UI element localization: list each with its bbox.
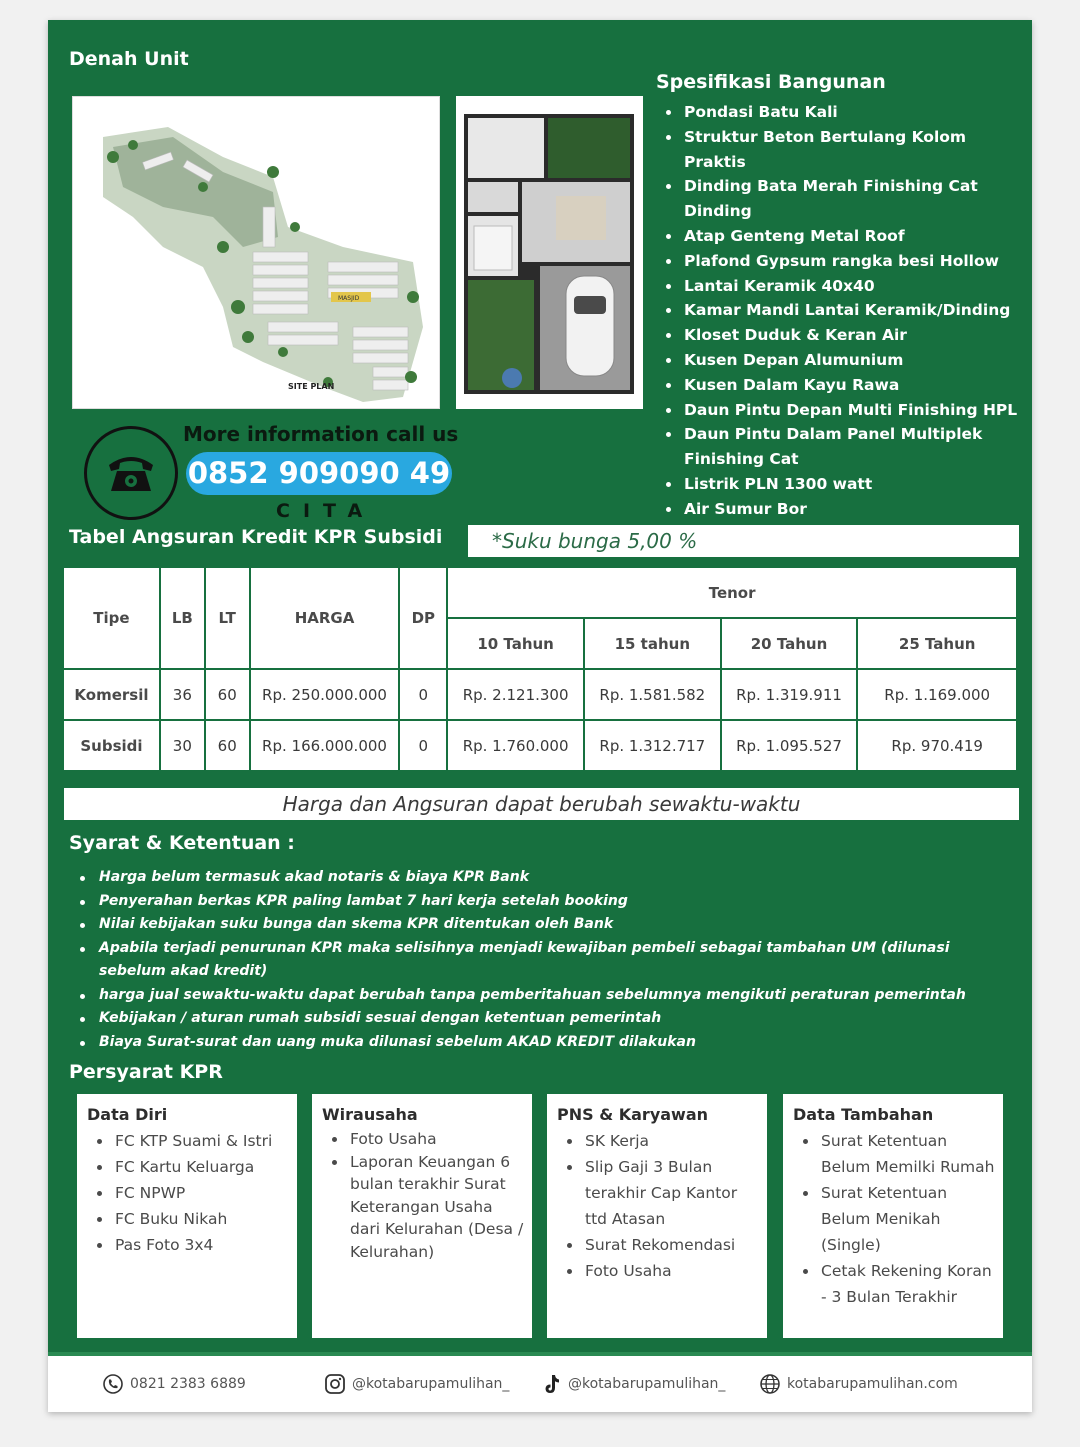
spesifikasi-title: Spesifikasi Bangunan: [656, 71, 886, 93]
syarat-item: Apabila terjadi penurunan KPR maka selisihnya menjadi kewajiban pembeli sebagai tambahan UM (dilunasi sebelum akad kredit): [78, 937, 1008, 984]
cell-t10: Rp. 2.121.300: [447, 669, 584, 720]
telephone-icon: [84, 426, 178, 520]
cell-t25: Rp. 1.169.000: [857, 669, 1017, 720]
footer-website[interactable]: [759, 1373, 958, 1395]
card-item: Foto Usaha: [557, 1258, 767, 1284]
spec-item: Kamar Mandi Lantai Keramik/Dinding: [666, 298, 1026, 323]
card-item: FC Buku Nikah: [87, 1206, 297, 1232]
footer-phone-text: 0821 2383 6889: [130, 1376, 246, 1392]
cell-tipe: Komersil: [63, 669, 160, 720]
brochure-page: [48, 20, 1032, 1412]
cell-dp: 0: [399, 669, 447, 720]
persyarat-title: Persyarat KPR: [69, 1061, 223, 1083]
footer-website-text: kotabarupamulihan.com: [787, 1376, 958, 1392]
card-item: FC NPWP: [87, 1180, 297, 1206]
footer-tiktok-text: @kotabarupamulihan_: [568, 1376, 726, 1392]
spec-item: Plafond Gypsum rangka besi Hollow: [666, 249, 1026, 274]
cell-lt: 60: [205, 669, 250, 720]
spec-item: Atap Genteng Metal Roof: [666, 224, 1026, 249]
denah-title: Denah Unit: [69, 48, 189, 70]
card-wirausaha: [312, 1094, 532, 1338]
site-plan-drawing: [73, 97, 440, 409]
syarat-title: Syarat & Ketentuan :: [69, 832, 295, 854]
instagram-icon: [324, 1373, 346, 1395]
floor-plan-drawing: [456, 96, 643, 409]
spec-item: Kusen Depan Alumunium: [666, 348, 1026, 373]
masjid-label: MASJID: [338, 295, 360, 302]
footer-phone[interactable]: [102, 1373, 246, 1395]
card-item: Cetak Rekening Koran - 3 Bulan Terakhir: [793, 1258, 1003, 1310]
table-header-row: [63, 567, 1017, 618]
cell-harga: Rp. 166.000.000: [250, 720, 400, 771]
cell-lb: 30: [160, 720, 205, 771]
spec-item: Daun Pintu Dalam Panel Multiplek Finishing Cat: [666, 422, 1026, 472]
cell-t20: Rp. 1.319.911: [721, 669, 858, 720]
card-title: Data Diri: [87, 1105, 168, 1124]
card-item: Surat Rekomendasi: [557, 1232, 767, 1258]
syarat-item: Nilai kebijakan suku bunga dan skema KPR ditentukan oleh Bank: [78, 913, 1008, 937]
cell-t10: Rp. 1.760.000: [447, 720, 584, 771]
syarat-item: harga jual sewaktu-waktu dapat berubah tanpa pemberitahuan sebelumnya mengikuti peraturan pemerintah: [78, 984, 1008, 1008]
card-item: SK Kerja: [557, 1128, 767, 1154]
site-plan-image: [72, 96, 440, 409]
card-data-tambahan: [783, 1094, 1003, 1338]
globe-icon: [759, 1373, 781, 1395]
cell-tipe: Subsidi: [63, 720, 160, 771]
card-item: FC KTP Suami & Istri: [87, 1128, 297, 1154]
more-info-text: More information call us: [183, 422, 459, 446]
card-pns-karyawan: [547, 1094, 767, 1338]
site-plan-label: SITE PLAN: [288, 382, 335, 391]
spec-item: Daun Pintu Depan Multi Finishing HPL: [666, 398, 1026, 423]
syarat-item: Kebijakan / aturan rumah subsidi sesuai dengan ketentuan pemerintah: [78, 1007, 1008, 1031]
header-lt: LT: [205, 567, 250, 669]
cell-lb: 36: [160, 669, 205, 720]
card-item: Slip Gaji 3 Bulan terakhir Cap Kantor ttd Atasan: [557, 1154, 767, 1232]
table-row: [63, 669, 1017, 720]
card-item: Foto Usaha: [322, 1128, 532, 1151]
tabel-title: Tabel Angsuran Kredit KPR Subsidi: [69, 526, 443, 548]
cell-dp: 0: [399, 720, 447, 771]
spec-item: Lantai Keramik 40x40: [666, 274, 1026, 299]
header-tenor-20: 20 Tahun: [721, 618, 858, 669]
card-list: [793, 1128, 1003, 1310]
header-tenor-25: 25 Tahun: [857, 618, 1017, 669]
header-tenor: Tenor: [447, 567, 1017, 618]
spec-item: Pondasi Batu Kali: [666, 100, 1026, 125]
card-item: FC Kartu Keluarga: [87, 1154, 297, 1180]
header-dp: DP: [399, 567, 447, 669]
card-data-diri: [77, 1094, 297, 1338]
footer-instagram[interactable]: [324, 1373, 509, 1395]
card-title: PNS & Karyawan: [557, 1105, 709, 1124]
card-item: Laporan Keuangan 6 bulan terakhir Surat Keterangan Usaha dari Kelurahan (Desa / Kelurahan): [322, 1151, 532, 1264]
card-item: Surat Ketentuan Belum Memilki Rumah: [793, 1128, 1003, 1180]
card-item: Surat Ketentuan Belum Menikah (Single): [793, 1180, 1003, 1258]
syarat-list: [78, 866, 1008, 1054]
spec-item: Dinding Bata Merah Finishing Cat Dinding: [666, 174, 1026, 224]
cell-t15: Rp. 1.312.717: [584, 720, 721, 771]
agent-name: CITA: [276, 500, 376, 522]
syarat-item: Harga belum termasuk akad notaris & biaya KPR Bank: [78, 866, 1008, 890]
harga-note-box: Harga dan Angsuran dapat berubah sewaktu-waktu: [64, 788, 1019, 820]
promo-phone-number[interactable]: 0852 909090 49: [186, 452, 452, 495]
syarat-item: Biaya Surat-surat dan uang muka dilunasi sebelum AKAD KREDIT dilakukan: [78, 1031, 1008, 1055]
cell-t25: Rp. 970.419: [857, 720, 1017, 771]
header-lb: LB: [160, 567, 205, 669]
footer-tiktok[interactable]: [542, 1373, 725, 1395]
syarat-item: Penyerahan berkas KPR paling lambat 7 hari kerja setelah booking: [78, 890, 1008, 914]
card-title: Wirausaha: [322, 1105, 418, 1124]
card-title: Data Tambahan: [793, 1105, 934, 1124]
spec-item: Listrik PLN 1300 watt: [666, 472, 1026, 497]
cell-lt: 60: [205, 720, 250, 771]
header-tenor-10: 10 Tahun: [447, 618, 584, 669]
spesifikasi-list: [666, 100, 1026, 522]
whatsapp-icon: [102, 1373, 124, 1395]
spec-item: Kloset Duduk & Keran Air: [666, 323, 1026, 348]
card-list: [322, 1128, 532, 1263]
table-row: [63, 720, 1017, 771]
footer-instagram-text: @kotabarupamulihan_: [352, 1376, 510, 1392]
header-tenor-15: 15 tahun: [584, 618, 721, 669]
header-harga: HARGA: [250, 567, 400, 669]
suku-bunga-box: *Suku bunga 5,00 %: [468, 525, 1019, 557]
cell-harga: Rp. 250.000.000: [250, 669, 400, 720]
floor-plan-image: [456, 96, 643, 409]
tiktok-icon: [542, 1373, 562, 1395]
cell-t15: Rp. 1.581.582: [584, 669, 721, 720]
card-list: [557, 1128, 767, 1284]
card-list: [87, 1128, 297, 1258]
kpr-table: [62, 566, 1018, 772]
card-item: Pas Foto 3x4: [87, 1232, 297, 1258]
cell-t20: Rp. 1.095.527: [721, 720, 858, 771]
footer: [48, 1356, 1032, 1412]
spec-item: Air Sumur Bor: [666, 497, 1026, 522]
spec-item: Struktur Beton Bertulang Kolom Praktis: [666, 125, 1026, 175]
brochure-body: [48, 20, 1032, 1356]
header-tipe: Tipe: [63, 567, 160, 669]
spec-item: Kusen Dalam Kayu Rawa: [666, 373, 1026, 398]
